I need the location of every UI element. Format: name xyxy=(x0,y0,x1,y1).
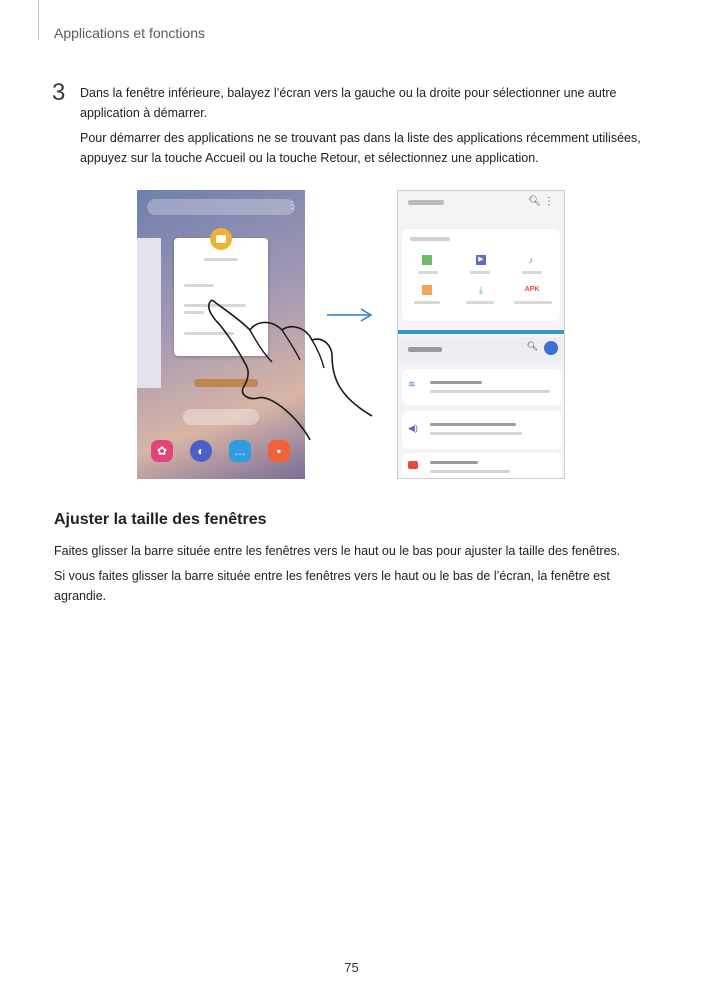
item-subtitle xyxy=(430,390,550,393)
page-number: 75 xyxy=(344,960,359,975)
step-text-1: Dans la fenêtre inférieure, balayez l’écran vers la gauche ou la droite pour sélectionner une autre application à démarrer. xyxy=(80,86,617,120)
settings-header xyxy=(398,337,565,361)
note-icon: ▪ xyxy=(268,440,290,462)
category-text xyxy=(522,271,542,274)
category-text xyxy=(418,271,438,274)
settings-title xyxy=(408,347,442,352)
connections-item xyxy=(402,369,562,405)
download-icon: ⤓ xyxy=(479,285,483,295)
categories-label xyxy=(410,237,450,241)
app-pill xyxy=(194,379,258,387)
notification-icon xyxy=(408,461,418,469)
search-bar xyxy=(147,199,295,215)
category-text xyxy=(514,301,552,304)
page-header: Applications et fonctions xyxy=(54,25,205,41)
categories-card xyxy=(402,229,560,321)
split-screen xyxy=(397,190,565,479)
category-text xyxy=(470,271,490,274)
card-line xyxy=(184,284,214,287)
category-text xyxy=(466,301,494,304)
section-paragraph-1: Faites glisser la barre située entre les fenêtres vers le haut ou le bas pour ajuster la taille des fenêtres. xyxy=(54,544,621,558)
volume-icon: ◀) xyxy=(408,423,418,433)
card-line xyxy=(184,304,246,307)
more-options-icon: ⋮ xyxy=(287,200,297,211)
header-rule xyxy=(38,0,39,40)
folder-icon xyxy=(210,228,232,250)
item-title xyxy=(430,381,482,384)
notifications-item xyxy=(402,453,562,479)
sounds-item xyxy=(402,411,562,449)
music-icon: ♪ xyxy=(528,255,534,265)
close-all-button xyxy=(183,409,259,425)
document-icon xyxy=(422,285,432,295)
account-icon xyxy=(544,341,558,355)
flower-icon: ✿ xyxy=(151,440,173,462)
item-subtitle xyxy=(430,432,522,435)
chat-icon: … xyxy=(229,440,251,462)
arrow-right-icon xyxy=(325,305,375,325)
window-divider-bar[interactable] xyxy=(398,330,565,334)
item-title xyxy=(430,461,478,464)
item-subtitle xyxy=(430,470,510,473)
section-title: Ajuster la taille des fenêtres xyxy=(54,511,267,528)
card-line xyxy=(184,332,234,335)
card-line xyxy=(184,311,204,314)
step-number: 3 xyxy=(52,79,66,106)
step-text-2: Pour démarrer des applications ne se trouvant pas dans la liste des applications récemment utilisées, appuyez sur la touche Accueil ou la touche Retour, et sélectionnez une application. xyxy=(80,131,641,165)
image-icon xyxy=(422,255,432,265)
recent-app-card xyxy=(174,238,268,356)
item-title xyxy=(430,423,516,426)
my-files-title xyxy=(408,200,444,205)
search-icon: 🔍︎ ⋮ xyxy=(528,196,554,207)
section-paragraph-2: Si vous faites glisser la barre située entre les fenêtres vers le haut ou le bas de l’écran, la fenêtre est agrandie. xyxy=(54,569,610,603)
recent-apps-screen xyxy=(137,190,305,479)
search-icon: 🔍︎ xyxy=(526,341,538,351)
wifi-icon: ≋ xyxy=(408,379,416,389)
apk-label: APK xyxy=(524,286,540,293)
globe-icon: ◐ xyxy=(190,440,212,462)
card-title-line xyxy=(204,258,238,261)
previous-app-card xyxy=(137,238,161,388)
category-text xyxy=(414,301,440,304)
video-icon: ▶ xyxy=(476,255,486,265)
